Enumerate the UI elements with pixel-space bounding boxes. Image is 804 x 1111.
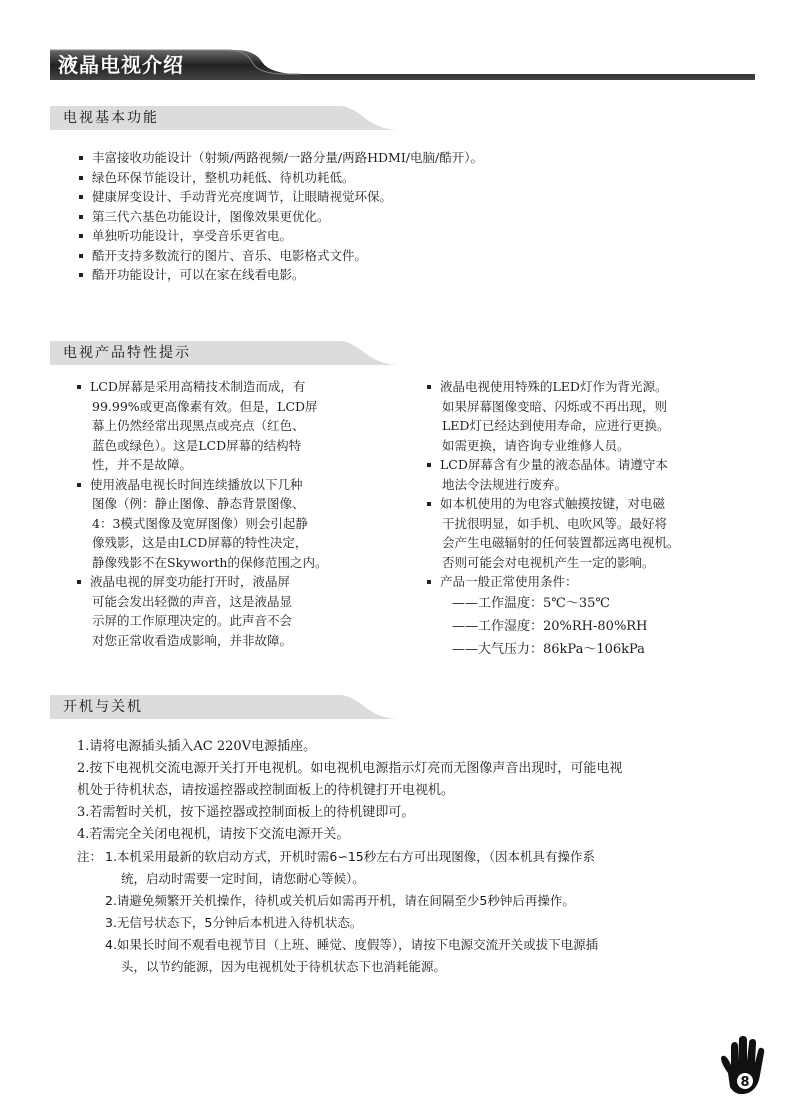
condition-temperature: ——工作温度：5℃～35℃ [452,595,610,611]
text-line: 干扰很明显，如手机、电吹风等。最好将 [442,515,668,531]
instruction-line: 3.若需暂时关机，按下遥控器或控制面板上的待机键即可。 [77,805,415,820]
notes-block [77,846,757,978]
header-banner [0,0,804,90]
text-line: 幕上仍然经常出现黑点或亮点（红色、 [92,418,305,433]
section-bar-product-tips [50,341,413,365]
note-line: 4.如果长时间不观看电视节目（上班、睡觉、度假等），请按下电源交流开关或拔下电源插 [105,937,599,952]
text-line: 如需更换，请咨询专业维修人员。 [442,437,630,453]
list-item: 绿色环保节能设计，整机功耗低、待机功耗低。 [77,168,757,188]
text-line: 4：3模式图像及宽屏图像）则会引起静 [92,515,308,531]
section-title: 电视基本功能 [63,110,159,126]
text-line: 图像（例：静止图像、静态背景图像、 [92,496,305,511]
instruction-line: 机处于待机状态，请按遥控器或控制面板上的待机键打开电视机。 [77,783,455,798]
text-line: 如本机使用的为电容式触摸按键，对电磁 [440,496,666,511]
instruction-line: 1.请将电源插头插入AC 220V电源插座。 [77,739,317,754]
list-item [425,494,755,572]
text-line: 像残影，这是由LCD屏幕的特性决定， [92,535,308,550]
text-line: 液晶电视使用特殊的LED灯作为背光源。 [440,379,668,394]
text-line: 示屏的工作原理决定的。此声音不会 [92,613,293,628]
note-label: 注： [77,849,103,864]
page-number-hand-icon [718,1035,766,1097]
list-item: 酷开功能设计，可以在家在线看电影。 [77,265,757,285]
text-line: 会产生电磁辐射的任何装置都远离电视机。 [442,535,680,550]
basic-functions-list [77,148,757,285]
section-title: 电视产品特性提示 [63,345,191,361]
note-line: 3.无信号状态下，5分钟后本机进入待机状态。 [105,915,363,930]
list-item: 健康屏变设计、手动背光亮度调节，让眼睛视觉环保。 [77,187,757,207]
text-line: 蓝色或绿色）。这是LCD屏幕的结构特 [92,437,302,453]
product-tips-right-column [425,377,755,661]
text-line: 可能会发出轻微的声音，这是液晶显 [92,593,293,609]
list-item [75,377,415,475]
note-line: 2.请避免频繁开关机操作，待机或关机后如需再开机，请在间隔至少5秒钟后再操作。 [105,893,575,908]
product-tips-left-column [75,377,415,650]
note-line: 统，启动时需要一定时间，请您耐心等候）。 [121,871,365,886]
page-title: 液晶电视介绍 [58,53,184,77]
text-line: 静像残影不在Skyworth的保修范围之内。 [92,554,328,570]
text-line: 否则可能会对电视机产生一定的影响。 [442,554,655,570]
text-line: LED灯已经达到使用寿命，应进行更换。 [442,418,670,433]
section-bar-power-on-off [50,695,413,719]
text-line: 性，并不是故障。 [92,457,193,472]
note-line: 1.本机采用最新的软启动方式，开机时需6∽15秒左右方可出现图像，（因本机具有操作系 [105,849,596,864]
text-line: LCD屏幕含有少量的液态晶体。请遵守本 [440,457,668,472]
conditions-title: 产品一般正常使用条件： [440,574,578,589]
list-item [425,377,755,455]
text-line: 使用液晶电视长时间连续播放以下几种 [90,476,303,492]
section-title: 开机与关机 [63,699,143,715]
text-line: 液晶电视的屏变功能打开时，液晶屏 [90,574,291,589]
section-bar-basic-functions [50,106,413,130]
instruction-line: 2.按下电视机交流电源开关打开电视机。如电视机电源指示灯亮而无图像声音出现时，可能电视 [77,761,623,776]
list-item [75,572,415,650]
condition-pressure: ——大气压力：86kPa～106kPa [452,641,645,657]
list-item: 第三代六基色功能设计，图像效果更优化。 [77,207,757,227]
note-line: 头，以节约能源，因为电视机处于待机状态下也消耗能源。 [121,959,447,974]
text-line: 99.99%或更高像素有效。但是，LCD屏 [92,398,318,414]
text-line: LCD屏幕是采用高精技术制造而成，有 [90,379,306,394]
list-item [75,475,415,573]
list-item: 单独听功能设计，享受音乐更省电。 [77,226,757,246]
list-item [425,455,755,494]
page-number: 8 [740,1075,750,1090]
condition-humidity: ——工作湿度：20%RH-80%RH [452,618,648,634]
text-line: 对您正常收看造成影响，并非故障。 [92,632,293,648]
instruction-line: 4.若需完全关闭电视机，请按下交流电源开关。 [77,827,350,842]
power-instructions [77,736,757,846]
list-item: 酷开支持多数流行的图片、音乐、电影格式文件。 [77,246,757,266]
list-item: 丰富接收功能设计（射频/两路视频/一路分量/两路HDMI/电脑/酷开）。 [77,148,757,168]
text-line: 如果屏幕图像变暗、闪烁或不再出现，则 [442,398,668,414]
list-item-conditions [425,572,755,661]
text-line: 地法令法规进行废弃。 [442,476,568,492]
